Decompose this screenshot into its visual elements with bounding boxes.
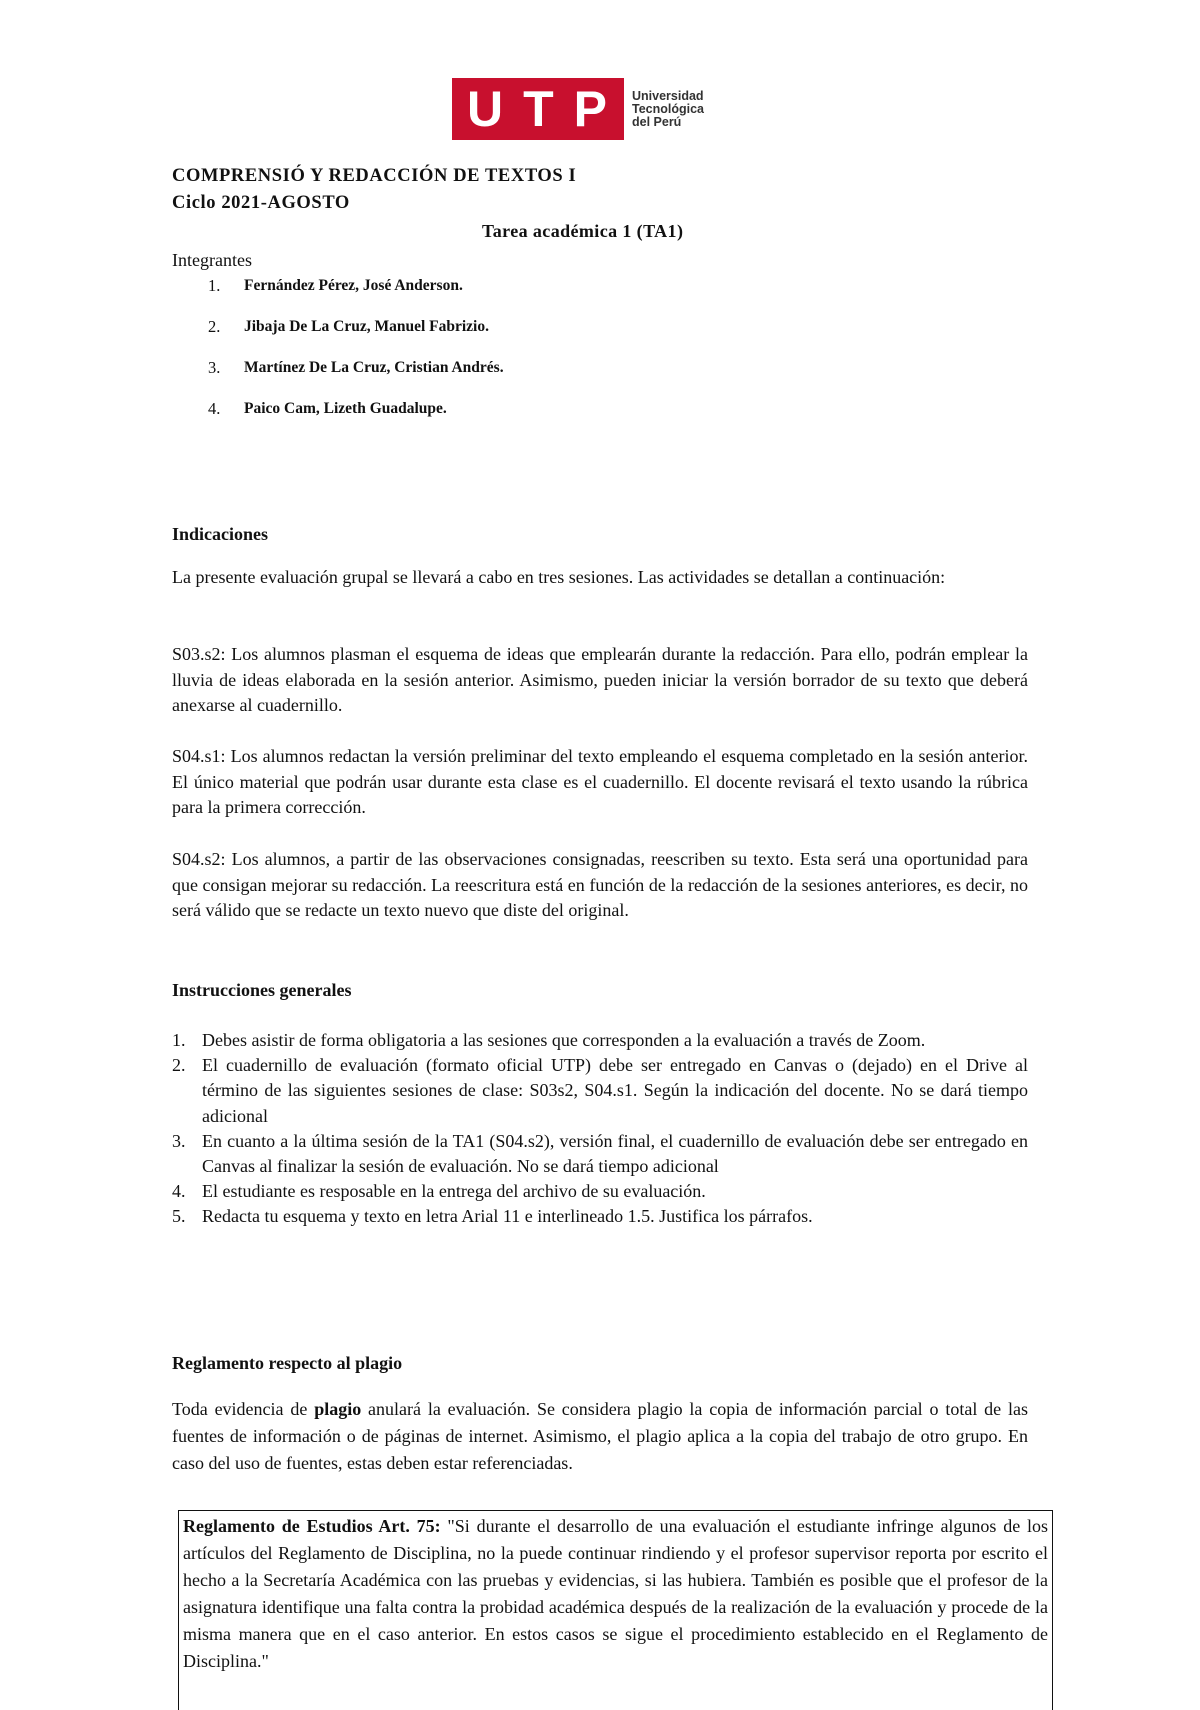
- member-name: Paico Cam, Lizeth Guadalupe.: [244, 400, 447, 417]
- session-s04s1-paragraph: S04.s1: Los alumnos redactan la versión preliminar del texto empleando el esquema completado en la sesión anterior. El único material que podrán usar durante esta clase es el cuadernillo. El docente revisará el texto usando la rúbrica para la primera corrección.: [172, 746, 1028, 817]
- instruction-item: [172, 1129, 1028, 1179]
- plagio-keyword: plagio: [314, 1399, 362, 1419]
- member-number: 4.: [208, 399, 221, 418]
- logo-line-1: Universidad: [632, 88, 704, 103]
- plagio-text-start: Toda evidencia de: [172, 1399, 315, 1419]
- session-s04s2-paragraph: S04.s2: Los alumnos, a partir de las observaciones consignadas, reescriben su texto. Esta será una oportunidad para que consigan mejorar su redacción. La reescritura está en función de la redacción de la sesiones anteriores, es decir, no será válido que se redacte un texto nuevo que diste del original.: [172, 849, 1028, 920]
- assignment-title: Tarea académica 1 (TA1): [482, 221, 684, 241]
- course-title: COMPRENSIÓ Y REDACCIÓN DE TEXTOS I: [172, 166, 577, 186]
- utp-logo-mark: [452, 78, 624, 140]
- member-number: 1.: [208, 276, 221, 295]
- logo-line-3: del Perú: [632, 114, 682, 129]
- member-item: [172, 317, 504, 358]
- plagio-text-end: anulará la evaluación. Se considera plagio la copia de información parcial o total de las fuentes de información o de páginas de internet. Asimismo, el plagio aplica a la copia del trabajo de otro grupo. En caso del uso de fuentes, estas deben estar referenciadas.: [172, 1399, 1028, 1473]
- member-name: Martínez De La Cruz, Cristian Andrés.: [244, 359, 504, 376]
- indicaciones-intro: La presente evaluación grupal se llevará a cabo en tres sesiones. Las actividades se detallan a continuación:: [172, 567, 946, 587]
- instruction-number: 5.: [172, 1206, 186, 1227]
- plagio-heading: Reglamento respecto al plagio: [172, 1353, 403, 1373]
- instruction-number: 4.: [172, 1181, 186, 1202]
- logo-letter-t: T: [523, 81, 556, 137]
- logo-letter-p: P: [573, 81, 609, 137]
- session-s03s2-paragraph: S03.s2: Los alumnos plasman el esquema de ideas que emplearán durante la redacción. Para ello, podrán emplear la lluvia de ideas elaborada en la sesión anterior. Asimismo, pueden iniciar la versión borrador de su texto que deberá anexarse al cuadernillo.: [172, 644, 1028, 715]
- members-list: [172, 276, 504, 440]
- members-label: Integrantes: [172, 250, 252, 270]
- plagio-paragraph: [172, 1396, 1028, 1477]
- member-number: 3.: [208, 358, 221, 377]
- logo-wordmark: [632, 90, 704, 129]
- member-number: 2.: [208, 317, 221, 336]
- reglamento-label: Reglamento de Estudios Art. 75:: [183, 1516, 441, 1536]
- instruction-text: El cuadernillo de evaluación (formato oficial UTP) debe ser entregado en Canvas o (dejado) en el Drive al término de las siguientes sesiones de clase: S03s2, S04.s1. Según la indicación del docente. No se dará tiempo adicional: [202, 1055, 1028, 1126]
- instruction-item: [172, 1204, 1028, 1229]
- instruction-text: En cuanto a la última sesión de la TA1 (S04.s2), versión final, el cuadernillo de evaluación debe ser entregado en Canvas al finalizar la sesión de evaluación. No se dará tiempo adicional: [202, 1130, 1028, 1177]
- member-item: [172, 358, 504, 399]
- cycle-title: Ciclo 2021-AGOSTO: [172, 193, 350, 213]
- instruction-item: [172, 1028, 1028, 1053]
- logo-line-2: Tecnológica: [632, 101, 705, 116]
- instruction-item: [172, 1053, 1028, 1129]
- member-item: [172, 276, 504, 317]
- instruction-number: 3.: [172, 1130, 186, 1151]
- instruction-number: 1.: [172, 1030, 186, 1050]
- instruction-number: 2.: [172, 1055, 186, 1076]
- member-name: Jibaja De La Cruz, Manuel Fabrizio.: [244, 318, 489, 335]
- reglamento-box: [178, 1510, 1053, 1710]
- utp-logo: [452, 78, 716, 140]
- instrucciones-heading: Instrucciones generales: [172, 980, 352, 1000]
- logo-letter-u: U: [466, 81, 506, 137]
- instruction-text: El estudiante es resposable en la entrega del archivo de su evaluación.: [202, 1181, 706, 1202]
- instructions-list: [172, 1028, 1028, 1230]
- reglamento-text: "Si durante el desarrollo de una evaluación el estudiante infringe algunos de los artículos del Reglamento de Disciplina, no la puede continuar rindiendo y el profesor supervisor reporta por escrito el hecho a la Secretaría Académica con las pruebas y evidencias, si las hubiera. También es posible que el profesor de la asignatura identifique una falta contra la probidad académica después de la realización de la evaluación y procede de la misma manera que en el caso anterior. En estos casos se sigue el procedimiento establecido en el Reglamento de Disciplina.": [183, 1516, 1049, 1671]
- reglamento-paragraph: [183, 1513, 1048, 1675]
- indicaciones-heading: Indicaciones: [172, 524, 269, 544]
- instruction-text: Redacta tu esquema y texto en letra Arial 11 e interlineado 1.5. Justifica los párrafos.: [202, 1206, 813, 1227]
- member-item: [172, 399, 504, 440]
- member-name: Fernández Pérez, José Anderson.: [244, 277, 463, 294]
- instruction-item: [172, 1179, 1028, 1204]
- instruction-text: Debes asistir de forma obligatoria a las sesiones que corresponden a la evaluación a través de Zoom.: [202, 1030, 926, 1050]
